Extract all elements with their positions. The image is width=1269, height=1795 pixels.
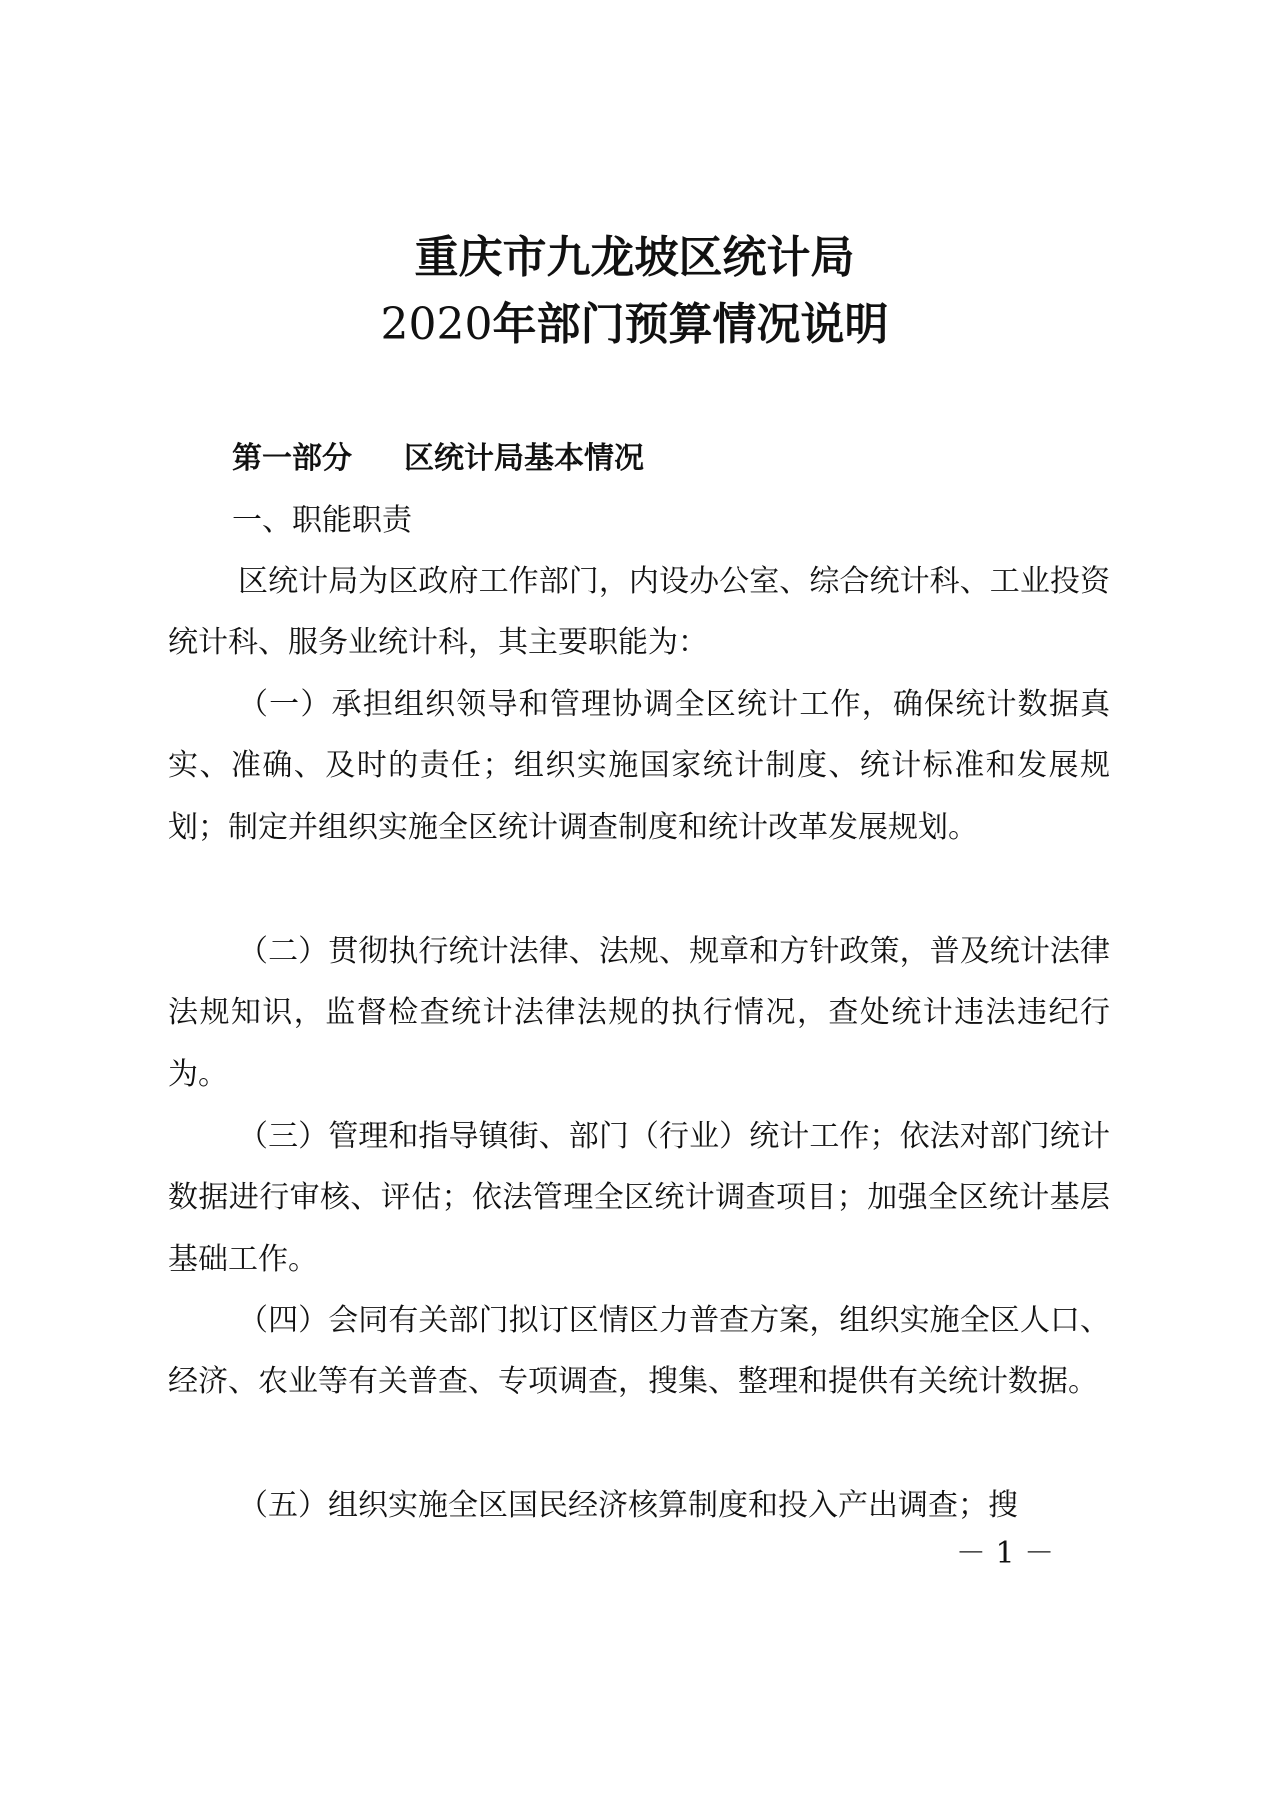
paragraph-duty-1: （一）承担组织领导和管理协调全区统计工作，确保统计数据真实、准确、及时的责任；组织实施国家统计制度、统计标准和发展规划；制定并组织实施全区统计调查制度和统计改革发展规划。 — [168, 687, 1110, 845]
part-label: 第一部分 — [232, 441, 352, 476]
part-heading — [232, 429, 644, 489]
page-number: － 1 － — [955, 1536, 1055, 1571]
document-title-line2 — [0, 297, 1269, 353]
part-title: 区统计局基本情况 — [404, 441, 644, 476]
paragraph-intro: 区统计局为区政府工作部门，内设办公室、综合统计科、工业投资统计科、服务业统计科，其主要职能为： — [168, 564, 1110, 661]
paragraph-duty-4: （四）会同有关部门拟订区情区力普查方案，组织实施全区人口、经济、农业等有关普查、专项调查，搜集、整理和提供有关统计数据。 — [168, 1303, 1110, 1400]
paragraph-duty-2: （二）贯彻执行统计法律、法规、规章和方针政策，普及统计法律法规知识，监督检查统计法律法规的执行情况，查处统计违法违纪行为。 — [168, 934, 1110, 1092]
title-year: 2020 — [380, 299, 493, 350]
paragraph-duty-5: （五）组织实施全区国民经济核算制度和投入产出调查；搜 — [238, 1488, 1018, 1523]
title-rest: 年部门预算情况说明 — [492, 299, 889, 350]
document-title-line1: 重庆市九龙坡区统计局 — [414, 232, 855, 283]
section-heading: 一、职能职责 — [232, 503, 412, 538]
paragraph-duty-3: （三）管理和指导镇街、部门（行业）统计工作；依法对部门统计数据进行审核、评估；依法管理全区统计调查项目；加强全区统计基层基础工作。 — [168, 1119, 1110, 1277]
